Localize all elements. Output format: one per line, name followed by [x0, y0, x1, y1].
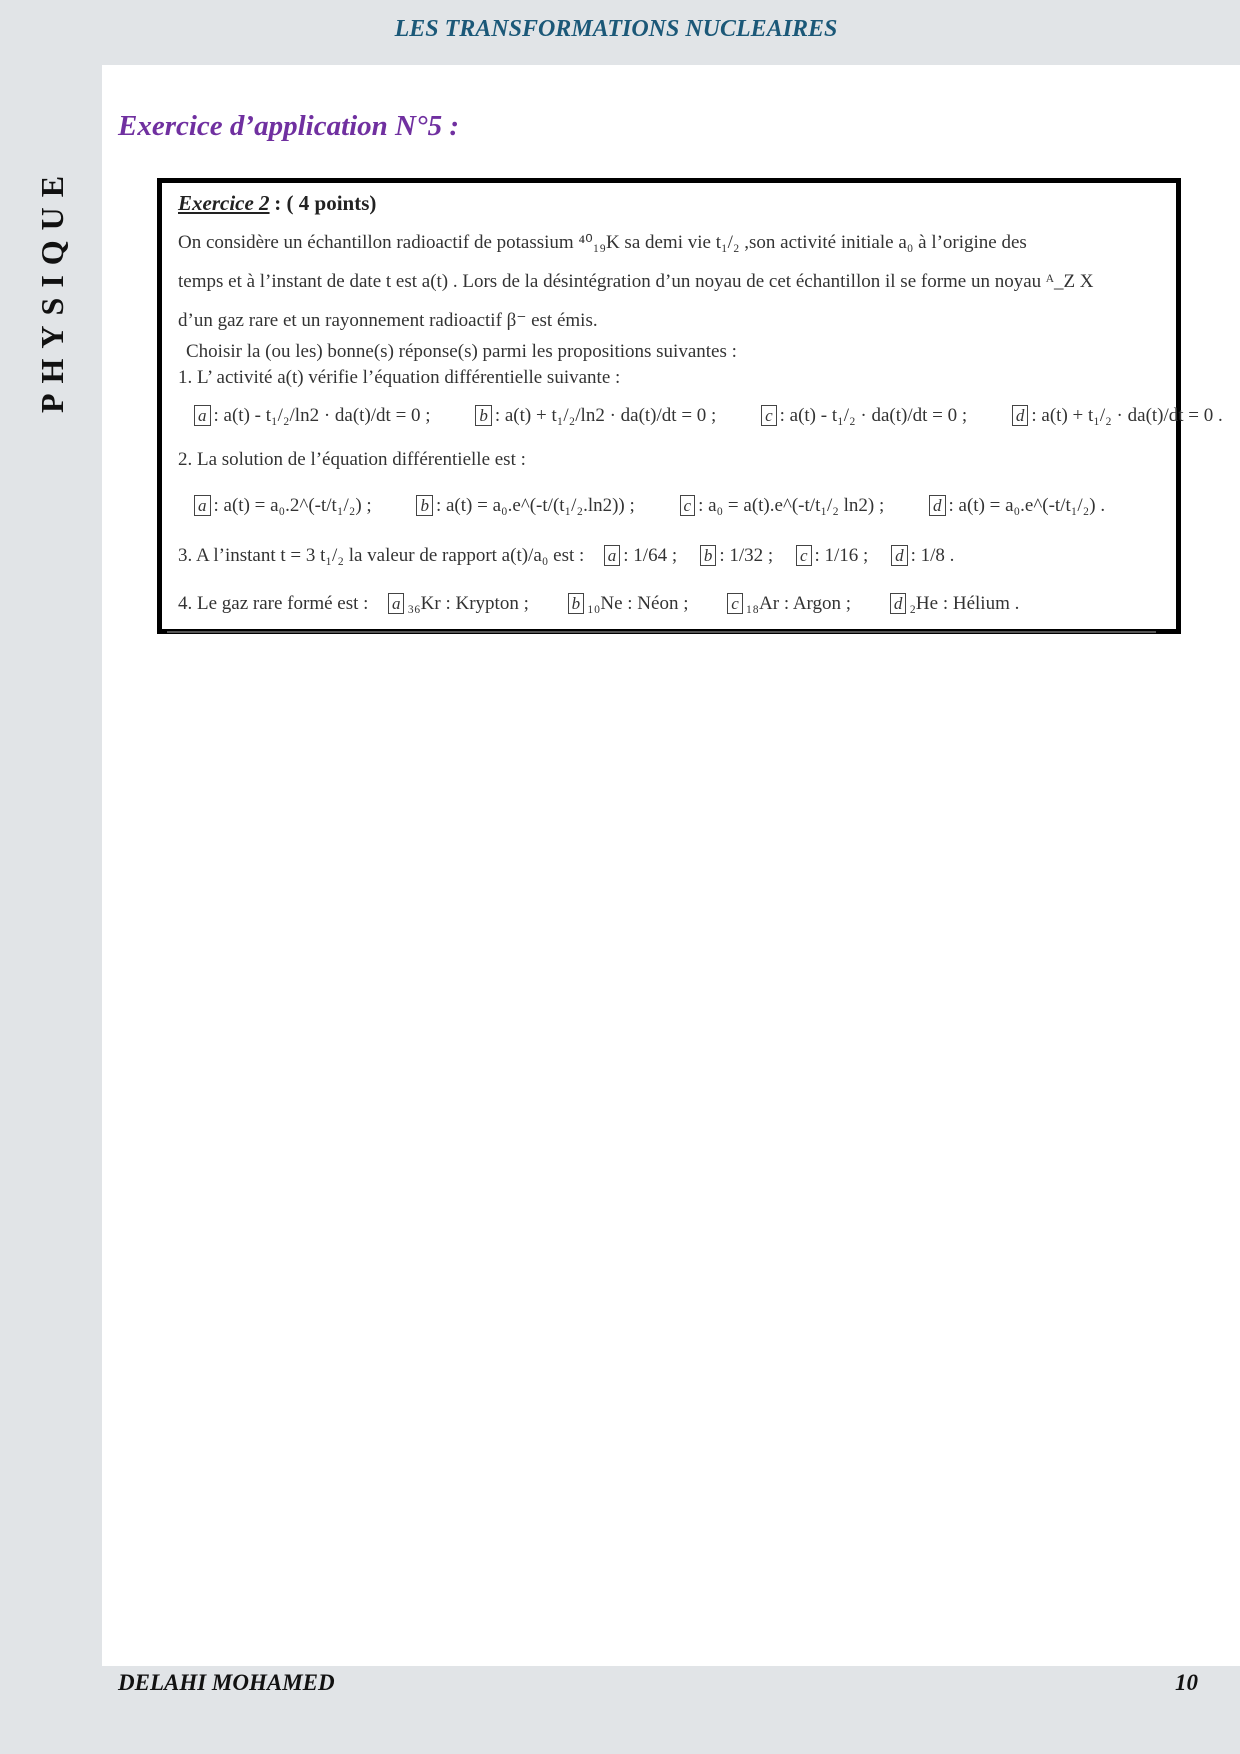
q1-option-c: c : a(t) - t₁/₂ · da(t)/dt = 0 ; [761, 405, 967, 426]
q3-option-a: a : 1/64 ; [604, 545, 677, 566]
footer-author: DELAHI MOHAMED [118, 1670, 335, 1695]
side-subject-label: PHYSIQUE [34, 165, 70, 413]
question-3-line [178, 545, 954, 567]
exercise-title: Exercice d’application N°5 : [118, 110, 460, 142]
q4-option-d: d ₂He : Hélium . [890, 593, 1020, 614]
question-3: 3. A l’instant t = 3 t₁/₂ la valeur de rapport a(t)/a₀ est : [178, 545, 585, 566]
q3-option-c: c : 1/16 ; [796, 545, 868, 566]
document-header-title: LES TRANSFORMATIONS NUCLEAIRES [394, 16, 838, 42]
question-2: 2. La solution de l’équation différentielle est : [178, 449, 526, 470]
footer-page-number: 10 [1175, 1670, 1198, 1695]
q4-option-a: a ₃₆Kr : Krypton ; [388, 593, 529, 614]
q2-option-c: c : a₀ = a(t).e^(-t/t₁/₂ ln2) ; [680, 495, 885, 516]
q2-option-a: a : a(t) = a₀.2^(-t/t₁/₂) ; [194, 495, 372, 516]
intro-line-2: temps et à l’instant de date t est a(t) . Lors de la désintégration d’un noyau de cet échantillon il se forme un noyau ᴬ_Z X [178, 271, 1094, 292]
question-4-line [178, 593, 1019, 615]
scanned-exercise-image [157, 178, 1223, 634]
q3-option-b: b : 1/32 ; [700, 545, 773, 566]
question-1: 1. L’ activité a(t) vérifie l’équation différentielle suivante : [178, 367, 621, 388]
intro-line-3: d’un gaz rare et un rayonnement radioactif β⁻ est émis. [178, 310, 598, 331]
q2-option-d: d : a(t) = a₀.e^(-t/t₁/₂) . [929, 495, 1105, 516]
exercise-points: : ( 4 points) [274, 191, 377, 215]
instruction-line: Choisir la (ou les) bonne(s) réponse(s) parmi les propositions suivantes : [186, 341, 737, 362]
question-1-options [194, 405, 1223, 427]
q3-option-d: d : 1/8 . [891, 545, 954, 566]
question-2-options [194, 495, 1105, 517]
question-4: 4. Le gaz rare formé est : [178, 593, 369, 614]
q1-option-b: b : a(t) + t₁/₂/ln2 · da(t)/dt = 0 ; [475, 405, 716, 426]
exercise-heading-line [178, 191, 376, 216]
q2-option-b: b : a(t) = a₀.e^(-t/(t₁/₂.ln2)) ; [416, 495, 634, 516]
exercise-heading: Exercice 2 [178, 191, 270, 215]
q1-option-d: d : a(t) + t₁/₂ · da(t)/dt = 0 . [1012, 405, 1223, 426]
q1-option-a: a : a(t) - t₁/₂/ln2 · da(t)/dt = 0 ; [194, 405, 431, 426]
q4-option-b: b ₁₀Ne : Néon ; [568, 593, 689, 614]
scan-bottom-rule [167, 631, 1156, 633]
intro-line-1: On considère un échantillon radioactif de potassium ⁴⁰₁₉K sa demi vie t₁/₂ ,son activité initiale a₀ à l’origine des [178, 232, 1027, 253]
q4-option-c: c ₁₈Ar : Argon ; [727, 593, 851, 614]
